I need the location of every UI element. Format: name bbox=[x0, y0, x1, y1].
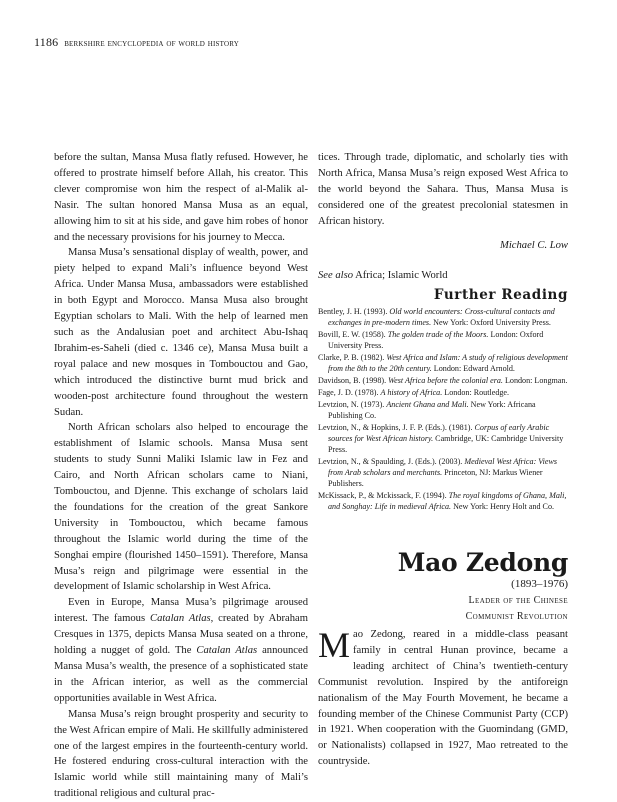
further-reading-heading: Further Reading bbox=[433, 287, 568, 303]
subtitle-line: Communist Revolution bbox=[465, 611, 568, 622]
see-also bbox=[318, 268, 568, 284]
reference-item: Davidson, B. (1998). West Africa before the colonial era. London: Longman. bbox=[318, 376, 568, 385]
reference-item: Bentley, J. H. (1993). Old world encounters: Cross-cultural contacts and exchanges in pre-modern times. New York: Oxford University Press. bbox=[318, 307, 555, 327]
see-also-links[interactable]: Africa; Islamic World bbox=[353, 270, 448, 282]
page-number: 1186 bbox=[34, 35, 59, 49]
reference-item: Levtzion, N. (1973). Ancient Ghana and Mali. New York: Africana Publishing Co. bbox=[318, 400, 536, 420]
drop-cap: M bbox=[318, 625, 351, 665]
italic-title: Catalan Atlas, bbox=[150, 613, 214, 625]
paragraph: Mao Zedong, reared in a middle-class peasant family in central Hunan province, became a leading architect of China’s twentieth-century Communist revolution. Inspired by the antiforeign nationalism of the May Fourth Movement, he became a founding member of the Chinese Communist Party (CCP) in 1921. When cooperation with the Guomindang (GMD, or Nationalists) collapsed in 1927, Mao retreated to the countryside. bbox=[318, 625, 568, 768]
further-reading-list bbox=[318, 306, 568, 513]
author-attribution: Michael C. Low bbox=[500, 239, 568, 251]
article-subtitle bbox=[318, 593, 568, 625]
left-column bbox=[54, 150, 308, 802]
subtitle-line: Leader of the Chinese bbox=[468, 595, 568, 606]
paragraph: Mansa Musa’s sensational display of wealth, power, and piety helped to expand Mali’s influence beyond West Africa. Under Mansa Musa, ambassadors were established in both Egypt and Morocco. Mansa Musa also brought Egyptian scholars to Mali. With the help of learned men such as the Andalusian poet and architect Abu-Ishaq Ibrahim-es-Saheli (died c. 1346 ce), Mansa Musa built a royal palace and new mosques in Tombouctou and Gao, which introduced the distinctive burnt mud brick and wooden-post architecture found throughout the western Sudan. bbox=[54, 247, 308, 418]
reference-item: Levtzion, N., & Spaulding, J. (Eds.). (2003). Medieval West Africa: Views from Arab scholars and merchants. Princeton, NJ: Markus Wiener Publishers. bbox=[318, 457, 558, 488]
reference-item: McKissack, P., & Mckissack, F. (1994). The royal kingdoms of Ghana, Mali, and Songhay: Life in medieval Africa. New York: Henry Holt and Co. bbox=[318, 491, 567, 511]
paragraph: Even in Europe, Mansa Musa’s pilgrimage aroused interest. The famous Catalan Atlas, created by Abraham Cresques in 1375, depicts Mansa Musa seated on a throne, holding a nugget of gold. The Catalan Atlas announced Mansa Musa’s wealth, the presence of a sophisticated state in the African interior, as well as the commercial opportunities available in West Africa. bbox=[54, 597, 308, 704]
article-body bbox=[318, 627, 568, 770]
paragraph: before the sultan, Mansa Musa flatly refused. However, he offered to prostrate himself before Allah, his creator. This clever compromise won him the respect of al-Malik al-Nasir. The sultan honored Mansa Musa as an equal, allowing him to sit at his side, and gave him robes of honor and the necessary provisions for his journey to Mecca. bbox=[54, 152, 308, 243]
paragraph: Mansa Musa’s reign brought prosperity and security to the West African empire of Mali. He skillfully administered one of the largest empires in the fourteenth-century world. He fostered enduring cross-cultural interaction with the Islamic world while still maintaining many of Mali’s traditional religious and cultural prac- bbox=[54, 708, 308, 800]
article-dates: (1893–1976) bbox=[511, 578, 568, 590]
paragraph: tices. Through trade, diplomatic, and scholarly ties with North Africa, Mansa Musa’s reign exposed West Africa to the world beyond the Sahara. Thus, Mansa Musa is considered one of the greatest precolonial statesmen in African history. bbox=[318, 152, 568, 227]
italic-title: Catalan Atlas bbox=[196, 645, 258, 657]
right-column bbox=[318, 150, 568, 284]
running-head bbox=[34, 35, 239, 50]
see-also-label: See also bbox=[318, 270, 354, 282]
paragraph: North African scholars also helped to encourage the establishment of Islamic schools. Mansa Musa sent students to study Sunni Maliki Islamic law in Fez and Cairo, and North African scholars came to Niani, Tombouctou, and Djenne. This exchange of scholars laid the foundations for the creation of the great Sankore University in Tombouctou, which became famous throughout the Islamic world during the time of the Songhai empire (flourished 1450–1591). Therefore, Mansa Musa’s reign and pilgrimage were essential in the development of Islamic scholarship in West Africa. bbox=[54, 422, 308, 593]
running-title: berkshire encyclopedia of world history bbox=[64, 38, 239, 49]
article-title: Mao Zedong bbox=[397, 548, 568, 577]
reference-item: Fage, J. D. (1978). A history of Africa. London: Routledge. bbox=[318, 388, 510, 397]
reference-item: Levtzion, N., & Hopkins, J. F. P. (Eds.). (1981). Corpus of early Arabic sources for West African history. Cambridge, UK: Cambridge University Press. bbox=[318, 423, 564, 454]
reference-item: Bovill, E. W. (1958). The golden trade of the Moors. London: Oxford University Press. bbox=[318, 330, 544, 350]
reference-item: Clarke, P. B. (1982). West Africa and Islam: A study of religious development from the 8th to the 20th century. London: Edward Arnold. bbox=[318, 353, 568, 373]
